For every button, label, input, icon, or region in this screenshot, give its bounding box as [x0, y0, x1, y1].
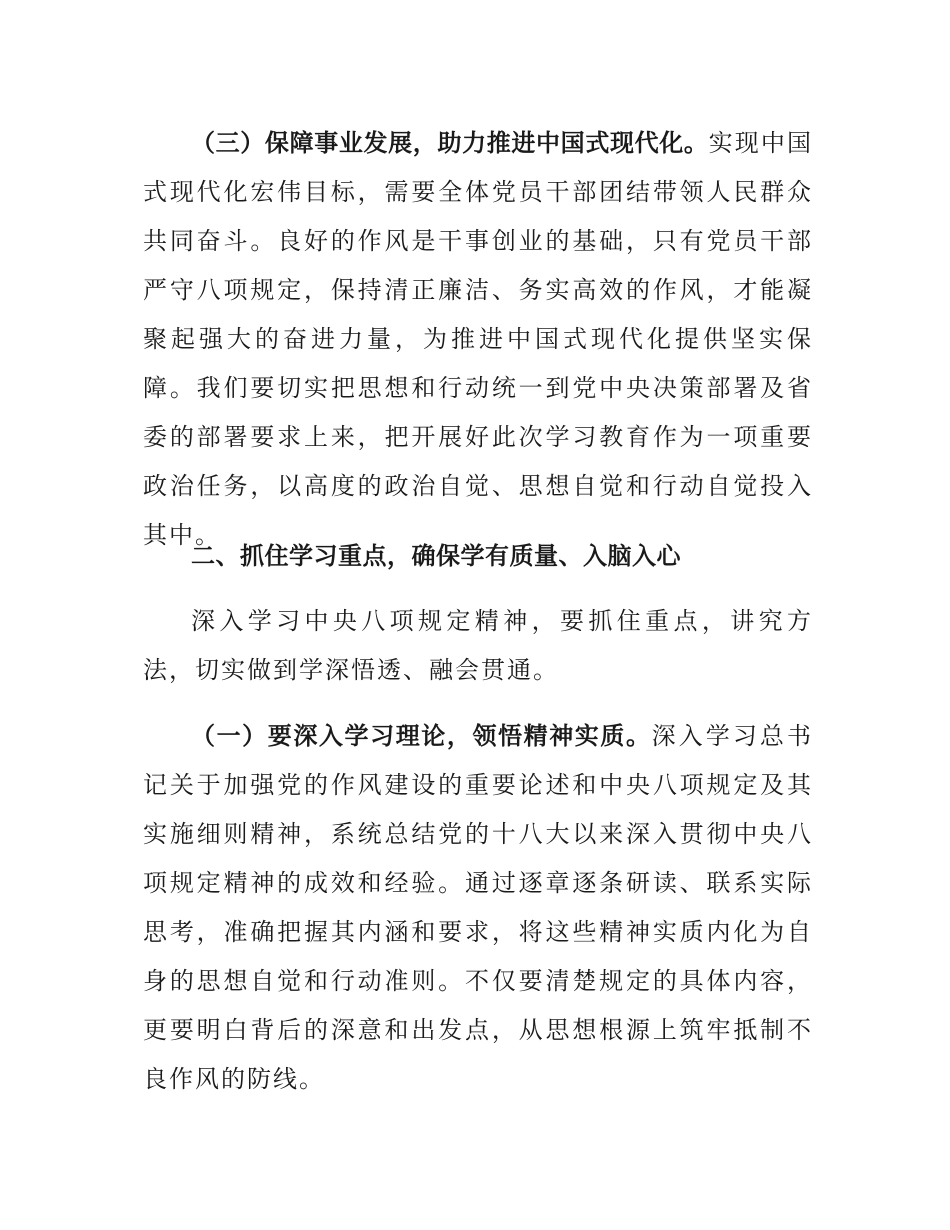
subsection-lead-heading: （一）要深入学习理论，领悟精神实质。 [191, 722, 652, 750]
subsection-body: 深入学习总书记关于加强党的作风建设的重要论述和中央八项规定及其实施细则精神，系统总结党的十八大以来深入贯彻中央八项规定精神的成效和经验。通过逐章逐条研读、联系实际思考，准确把握其内涵和要求，将这些精神实质内化为自身的思想自觉和行动准则。不仅要清楚规定的具体内容，更要明白背后的深意和出发点，从思想根源上筑牢抵制不良作风的防线。 [143, 722, 814, 1093]
paragraph-body: 实现中国式现代化宏伟目标，需要全体党员干部团结带领人民群众共同奋斗。良好的作风是干事创业的基础，只有党员干部严守八项规定，保持清正廉洁、务实高效的作风，才能凝聚起强大的奋进力量，为推进中国式现代化提供坚实保障。我们要切实把思想和行动统一到党中央决策部署及省委的部署要求上来，把开展好此次学习教育作为一项重要政治任务，以高度的政治自觉、思想自觉和行动自觉投入其中。 [143, 129, 813, 549]
paragraph-section-three [143, 119, 813, 560]
section-intro-paragraph: 深入学习中央八项规定精神，要抓住重点，讲究方法，切实做到学深悟透、融会贯通。 [143, 607, 813, 684]
section-heading: 二、抓住学习重点，确保学有质量、入脑入心 [191, 542, 681, 570]
paragraph-subsection-one [143, 712, 813, 1104]
paragraph-lead-heading: （三）保障事业发展，助力推进中国式现代化。 [191, 129, 709, 157]
